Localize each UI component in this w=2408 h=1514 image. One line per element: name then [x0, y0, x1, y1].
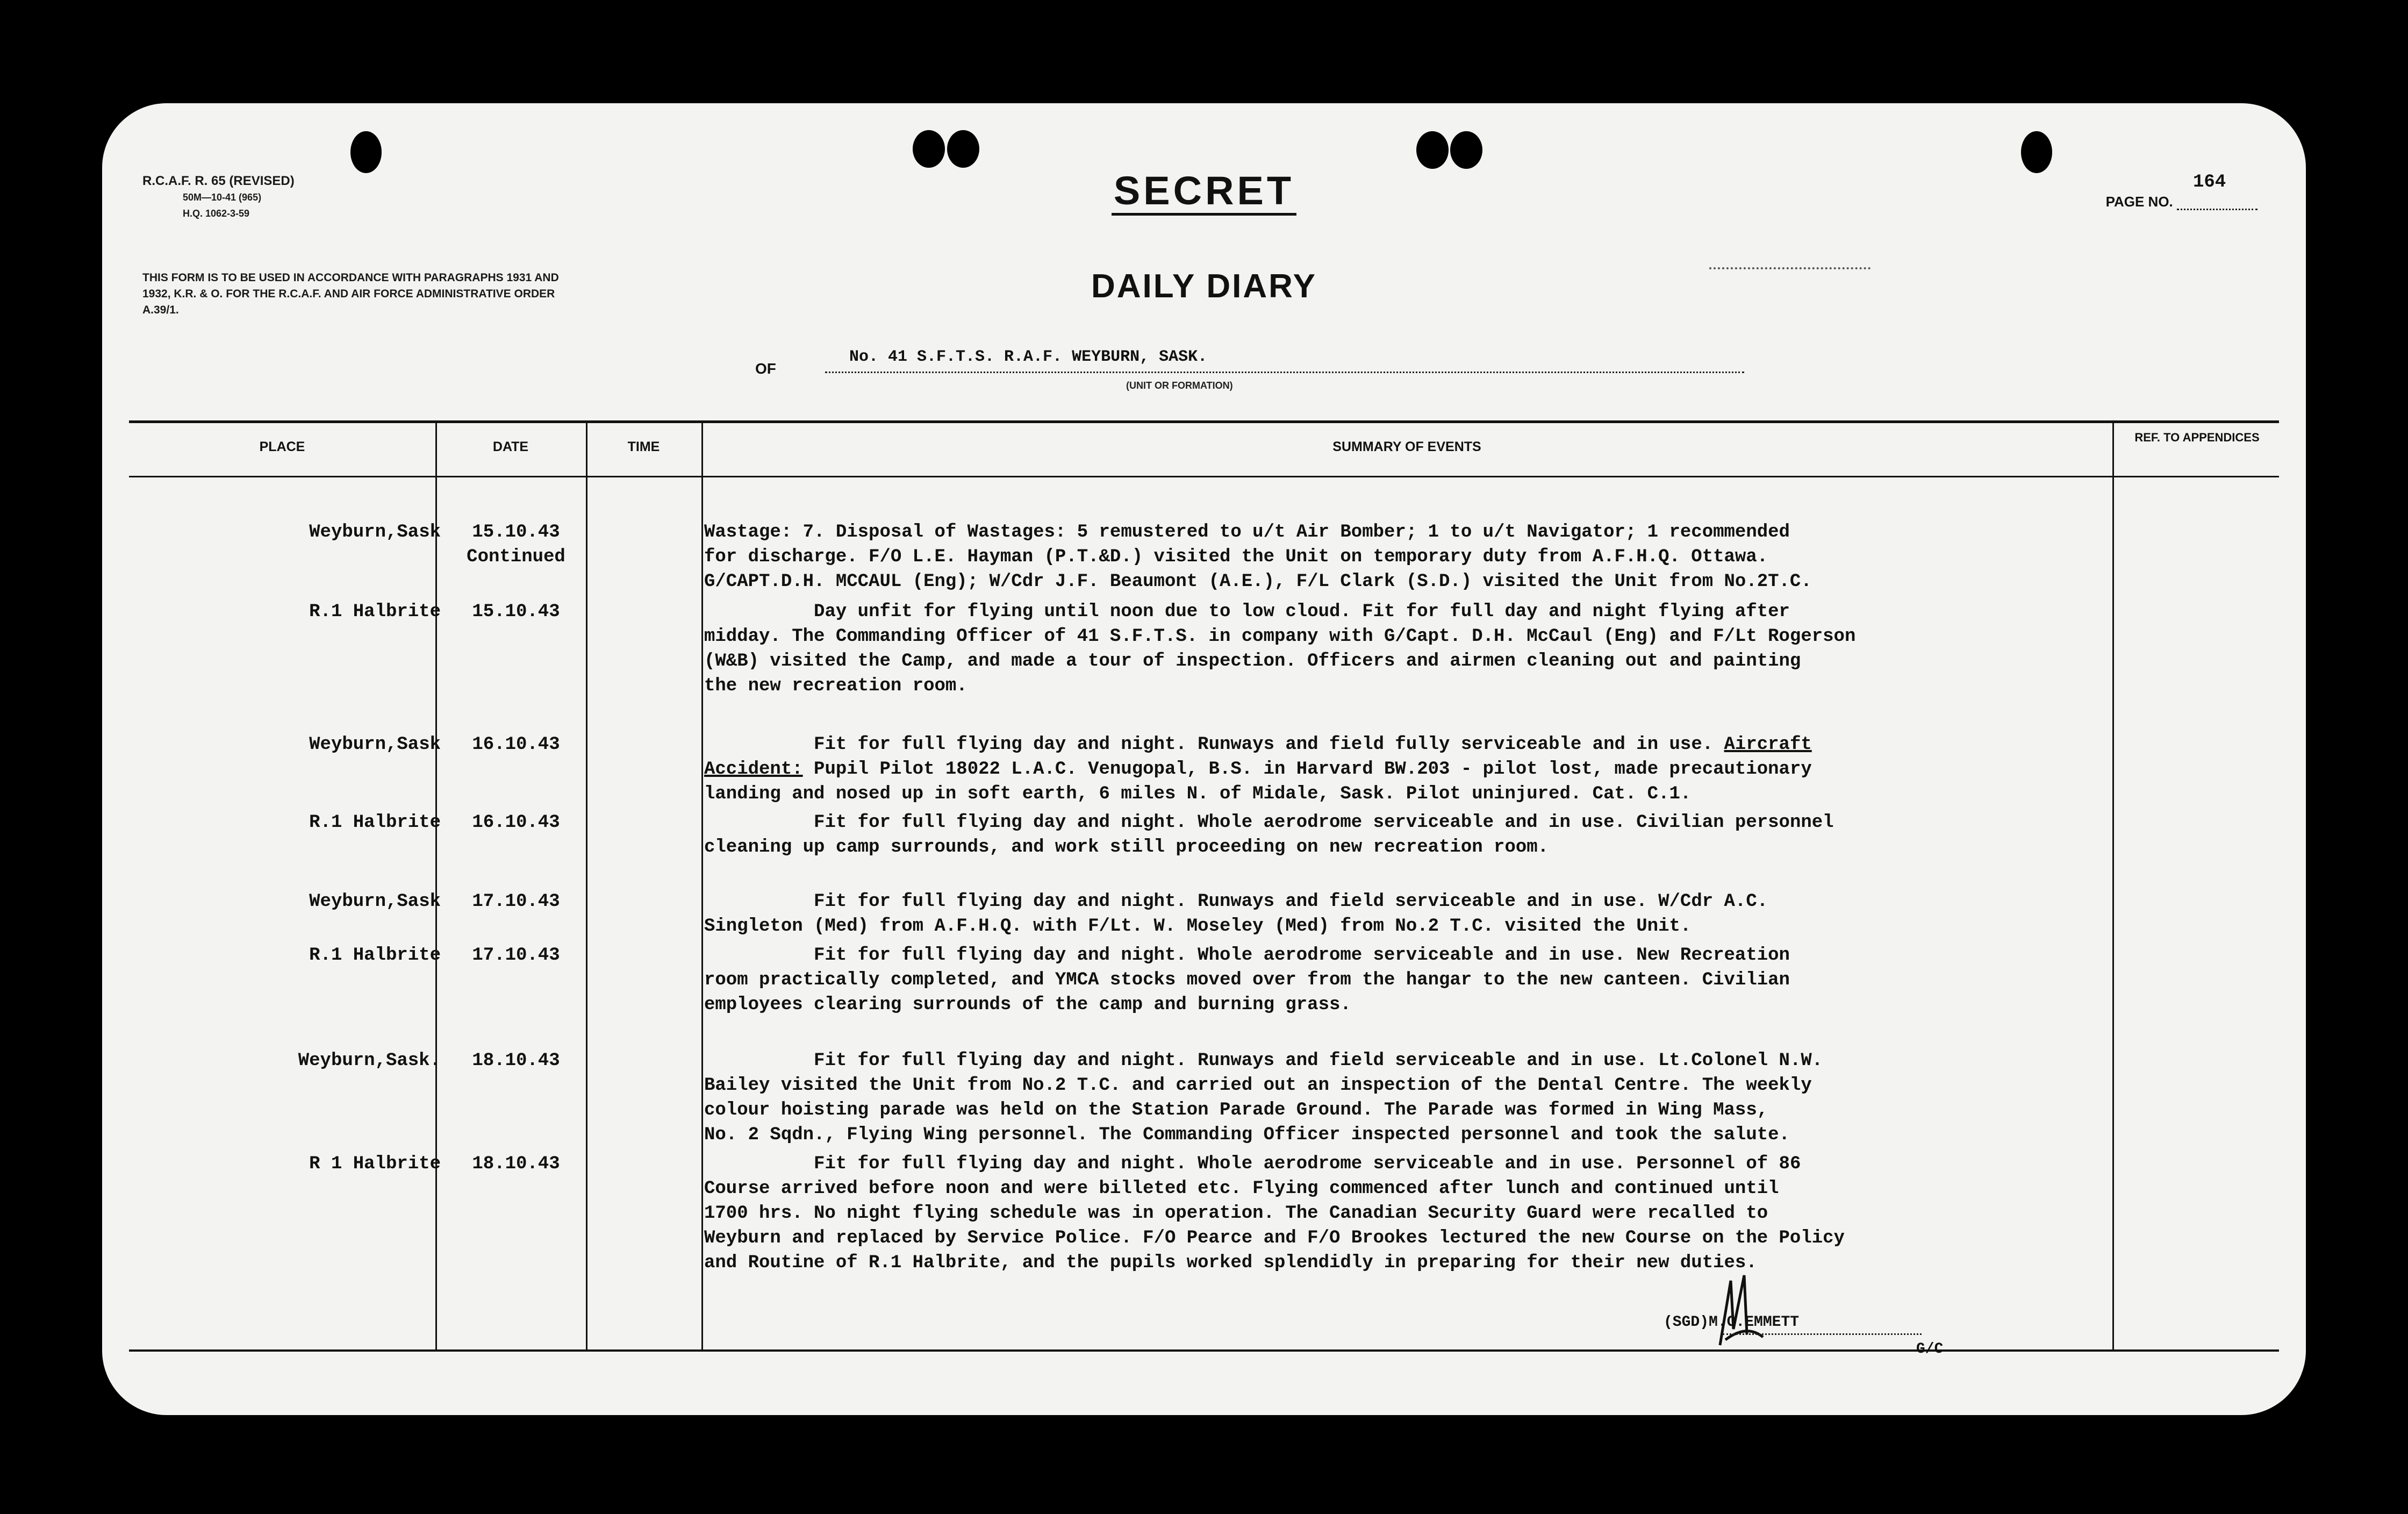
column-header-place: PLACE: [259, 439, 305, 454]
entry-summary-text: Pupil Pilot 18022 L.A.C. Venugopal, B.S. in Harvard BW.203 - pilot lost, made precautionary landing and nosed up in soft earth, 6 miles N. of Midale, Sask. Pilot uninjured. Cat. C.1.: [704, 759, 1812, 804]
punch-hole: [913, 130, 945, 168]
page-title: DAILY DIARY: [1091, 268, 1317, 305]
form-code-line: H.Q. 1062-3-59: [183, 208, 250, 219]
of-label: OF: [755, 360, 776, 377]
entry-summary: Fit for full flying day and night. Runways and field serviceable and in use. W/Cdr A.C. Singleton (Med) from A.F.H.Q. with F/Lt. W. Moseley (Med) from No.2 T.C. visited the Unit.: [704, 891, 1768, 937]
punch-hole: [947, 130, 979, 168]
entry-summary: Fit for full flying day and night. Runways and field serviceable and in use. Lt.Colonel N.W. Bailey visited the Unit from No.2 T.C. and carried out an inspection of the Dental Centre. The weekly colour hoisting parade was held on the Station Parade Ground. The Parade was formed in Wing Mass, No. 2 Sqdn., Flying Wing personnel. The Commanding Officer inspected personnel and took the salute.: [704, 1051, 1823, 1145]
entry-summary: [704, 732, 2220, 806]
entry-date: 18.10.43: [472, 1051, 560, 1071]
entry-place: Weyburn,Sask: [309, 734, 441, 755]
entry-place: Weyburn,Sask: [309, 522, 441, 542]
page-number-field: [2105, 172, 2258, 210]
column-header-summary: SUMMARY OF EVENTS: [1332, 439, 1481, 454]
entry-summary: Fit for full flying day and night. Whole aerodrome serviceable and in use. New Recreation room practically completed, and YMCA stocks moved over from the hangar to the new canteen. Civilian employees clearing surrounds of the camp and burning grass.: [704, 945, 1790, 1015]
entry-date: 16.10.43: [472, 812, 560, 833]
signature-rule: [1723, 1333, 1922, 1335]
punch-hole: [2021, 131, 2052, 173]
entry-summary-text: Fit for full flying day and night. Runways and field fully serviceable and in use.: [704, 734, 1724, 755]
page-number: 164: [2193, 172, 2226, 192]
entry-summary: Fit for full flying day and night. Whole aerodrome serviceable and in use. Personnel of 86 Course arrived before noon and were billeted etc. Flying commenced after lunch and continued until 1700 hrs. No night flying schedule was in operation. The Canadian Security Guard were recalled to Weyburn and replaced by Service Police. F/O Pearce and F/O Brookes lectured the new Course on the Policy and Routine of R.1 Halbrite, and the pupils worked splendidly in preparing for their new duties.: [704, 1154, 1845, 1273]
signature-name: M.C.EMMETT: [1709, 1314, 1800, 1331]
page-label: PAGE NO.: [2105, 194, 2173, 210]
signature-prefix: (SGD): [1664, 1314, 1709, 1331]
table-header-rule: [129, 476, 2279, 477]
punch-hole: [350, 131, 382, 173]
column-header-time: TIME: [627, 439, 660, 454]
signature-rank: G/C: [1916, 1341, 1944, 1358]
punch-hole: [1450, 131, 1482, 169]
handwritten-signature: [1709, 1265, 1768, 1351]
entry-place: Weyburn,Sask: [309, 891, 441, 912]
entry-date: 17.10.43: [472, 945, 560, 966]
column-header-ref: REF. TO APPENDICES: [2134, 431, 2260, 444]
form-code-line: 50M—10-41 (965): [183, 192, 262, 203]
entry-place: R.1 Halbrite: [309, 812, 441, 833]
entry-place: R.1 Halbrite: [309, 945, 441, 966]
diary-page: [102, 103, 2306, 1415]
entry-summary: Wastage: 7. Disposal of Wastages: 5 remustered to u/t Air Bomber; 1 to u/t Navigator; 1 recommended for discharge. F/O L.E. Hayman (P.T.&D.) visited the Unit on temporary duty from A.F.H.Q. Ottawa. G/CAPT.D.H. MCCAUL (Eng); W/Cdr J.F. Beaumont (A.E.), F/L Clark (S.D.) visited the Unit from No.2T.C.: [704, 522, 1812, 592]
security-heading: [102, 168, 2306, 213]
table-top-rule: [129, 420, 2279, 423]
column-divider: [701, 423, 703, 1349]
security-label: SECRET: [1112, 168, 1296, 216]
unit-caption: (UNIT OR FORMATION): [1126, 380, 1233, 391]
entry-place: R 1 Halbrite: [309, 1154, 441, 1174]
column-header-date: DATE: [492, 439, 529, 454]
entry-summary: Fit for full flying day and night. Whole aerodrome serviceable and in use. Civilian personnel cleaning up camp surrounds, and work still proceeding on new recreation room.: [704, 812, 1834, 858]
entry-date: 17.10.43: [472, 891, 560, 912]
aircraft-accident-heading: Accident:: [704, 759, 803, 780]
aircraft-accident-heading: Aircraft: [1724, 734, 1812, 755]
entry-summary: Day unfit for flying until noon due to low cloud. Fit for full day and night flying after midday. The Commanding Officer of 41 S.F.T.S. in company with G/Capt. D.H. McCaul (Eng) and F/Lt Rogerson (W&B) visited the Camp, and made a tour of inspection. Officers and airmen cleaning out and painting the new recreation room.: [704, 602, 1856, 696]
entry-date: 16.10.43: [472, 734, 560, 755]
table-bottom-rule: [129, 1349, 2279, 1352]
entry-place: Weyburn,Sask.: [298, 1051, 441, 1071]
entry-date: 15.10.43: [472, 522, 560, 542]
unit-field: [825, 348, 1744, 373]
entry-date: 18.10.43: [472, 1154, 560, 1174]
punch-hole: [1416, 131, 1449, 169]
form-code-line: R.C.A.F. R. 65 (REVISED): [142, 174, 295, 188]
entry-date: 15.10.43: [472, 602, 560, 622]
dotted-rule: [1709, 267, 1870, 269]
entry-place: R.1 Halbrite: [309, 602, 441, 622]
entry-date-note: Continued: [467, 547, 565, 567]
form-instructions: THIS FORM IS TO BE USED IN ACCORDANCE WITH PARAGRAPHS 1931 AND 1932, K.R. & O. FOR THE R.C.A.F. AND AIR FORCE ADMINISTRATIVE ORDER A.39/1.: [142, 272, 559, 316]
unit-name: No. 41 S.F.T.S. R.A.F. WEYBURN, SASK.: [849, 348, 1208, 366]
